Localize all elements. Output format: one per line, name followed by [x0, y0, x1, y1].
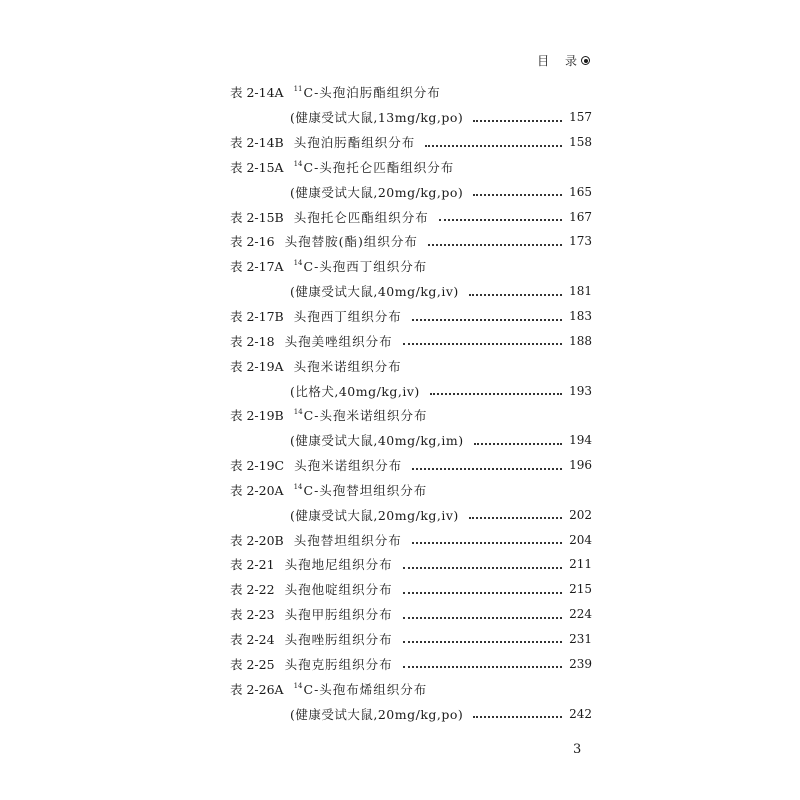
toc-entry-page: 231	[569, 631, 592, 646]
toc-entry-title	[290, 282, 459, 300]
running-header	[537, 52, 590, 69]
toc-entry-page: 194	[569, 433, 592, 448]
toc-entry-title-text: 头孢替坦组织分布	[293, 532, 402, 548]
toc-entry-page: 239	[569, 656, 592, 671]
toc-entry-page: 183	[569, 309, 592, 324]
toc-entry[interactable]	[230, 80, 592, 105]
toc-entry-continuation[interactable]	[230, 502, 592, 527]
toc-entry-continuation[interactable]	[230, 378, 592, 403]
toc-entry[interactable]	[230, 353, 592, 378]
toc-entry-title-text: 头孢甲肟组织分布	[284, 607, 393, 623]
toc-entry-title-text: C-头孢西丁组织分布	[303, 259, 428, 275]
toc-entry-page: 211	[569, 557, 592, 572]
toc-entry-label: 表 2-23	[230, 607, 275, 623]
toc-entry-title-text: 头孢美唑组织分布	[284, 333, 393, 349]
toc-entry-title	[290, 108, 463, 126]
toc-entry-page: 181	[569, 284, 592, 299]
toc-entry-title-text: (健康受试大鼠,40mg/kg,im)	[290, 433, 464, 449]
toc-entry-title-text: C-头孢米诺组织分布	[303, 408, 428, 424]
dot-leader	[430, 392, 562, 395]
toc-entry-label: 表 2-15B	[230, 209, 284, 225]
toc-entry-page: 242	[569, 706, 592, 721]
toc-entry-label: 表 2-19A	[230, 358, 284, 374]
dot-leader	[469, 293, 562, 296]
dot-leader	[403, 665, 562, 668]
toc-entry-title	[290, 705, 463, 723]
toc-entry[interactable]	[230, 304, 592, 329]
toc-entry-title	[294, 133, 416, 151]
toc-entry-title-text: 头孢克肟组织分布	[284, 656, 393, 672]
toc-entry-label: 表 2-14B	[230, 135, 284, 151]
dot-leader	[403, 566, 562, 569]
toc-entry-label: 表 2-22	[230, 582, 275, 598]
toc-entry-title	[285, 232, 418, 250]
toc-entry[interactable]	[230, 229, 592, 254]
toc-entry-title	[294, 83, 441, 101]
toc-entry-page: 224	[569, 607, 592, 622]
toc-entry-title	[285, 555, 393, 573]
toc-entry-page: 165	[569, 184, 592, 199]
toc-entry-label: 表 2-24	[230, 631, 275, 647]
isotope-superscript: 14	[293, 408, 303, 417]
toc-entry-title	[294, 208, 429, 226]
toc-entry-label: 表 2-14A	[230, 85, 284, 101]
toc-entry[interactable]	[230, 627, 592, 652]
toc-entry[interactable]	[230, 155, 592, 180]
toc-entry[interactable]	[230, 676, 592, 701]
toc-entry-title	[290, 382, 420, 400]
table-of-contents	[230, 80, 592, 726]
toc-entry-title	[294, 481, 428, 499]
toc-entry-label: 表 2-21	[230, 557, 275, 573]
toc-entry-title	[294, 456, 402, 474]
isotope-superscript: 14	[293, 159, 303, 168]
toc-entry-title-text: (健康受试大鼠,13mg/kg,po)	[290, 110, 464, 126]
toc-entry-title-text: 头孢米诺组织分布	[293, 358, 402, 374]
isotope-superscript: 14	[293, 259, 303, 268]
toc-entry-page: 167	[569, 209, 592, 224]
toc-entry-title	[290, 431, 464, 449]
dot-leader	[412, 541, 562, 544]
toc-entry[interactable]	[230, 130, 592, 155]
toc-entry-title	[294, 357, 402, 375]
toc-entry-title-text: C-头孢托仑匹酯组织分布	[303, 159, 455, 175]
dot-leader	[473, 715, 562, 718]
dot-leader	[473, 193, 562, 196]
toc-entry-title-text: 头孢他啶组织分布	[284, 582, 393, 598]
dot-leader	[412, 467, 562, 470]
toc-entry-title-text: (健康受试大鼠,40mg/kg,iv)	[290, 284, 459, 300]
toc-entry-page: 193	[569, 383, 592, 398]
dot-leader	[403, 616, 562, 619]
toc-entry-label: 表 2-19C	[230, 458, 285, 474]
toc-entry-title-text: C-头孢布烯组织分布	[303, 681, 428, 697]
toc-entry-label: 表 2-19B	[230, 408, 284, 424]
toc-entry-page: 196	[569, 458, 592, 473]
toc-entry-title	[285, 580, 393, 598]
toc-entry-page: 215	[569, 582, 592, 597]
toc-entry-label: 表 2-25	[230, 656, 275, 672]
toc-entry-continuation[interactable]	[230, 179, 592, 204]
toc-entry-title-text: 头孢西丁组织分布	[293, 309, 402, 325]
toc-entry-title	[294, 257, 428, 275]
toc-entry[interactable]	[230, 552, 592, 577]
toc-entry-label: 表 2-26A	[230, 681, 284, 697]
toc-entry[interactable]	[230, 403, 592, 428]
toc-entry-continuation[interactable]	[230, 428, 592, 453]
page-number: 3	[573, 742, 582, 757]
toc-entry-label: 表 2-20A	[230, 482, 284, 498]
toc-entry[interactable]	[230, 453, 592, 478]
toc-entry-label: 表 2-16	[230, 234, 275, 250]
toc-entry-continuation[interactable]	[230, 279, 592, 304]
dot-leader	[412, 318, 562, 321]
toc-entry-title	[294, 680, 428, 698]
toc-entry-label: 表 2-20B	[230, 532, 284, 548]
toc-entry-title	[285, 655, 393, 673]
toc-entry-continuation[interactable]	[230, 105, 592, 130]
toc-entry-title-text: 头孢唑肟组织分布	[284, 631, 393, 647]
toc-entry-page: 188	[569, 333, 592, 348]
toc-entry-title-text: (健康受试大鼠,20mg/kg,po)	[290, 184, 464, 200]
toc-entry-title-text: 头孢替胺(酯)组织分布	[284, 234, 418, 250]
toc-entry-title-text: C-头孢泊肟酯组织分布	[303, 85, 441, 101]
toc-entry-title-text: 头孢米诺组织分布	[294, 458, 403, 474]
toc-entry-title	[285, 605, 393, 623]
toc-entry-title-text: 头孢托仑匹酯组织分布	[293, 209, 429, 225]
isotope-superscript: 14	[293, 681, 303, 690]
dot-leader	[469, 516, 562, 519]
toc-entry-title	[290, 506, 459, 524]
toc-entry-page: 158	[569, 135, 592, 150]
toc-entry-label: 表 2-15A	[230, 159, 284, 175]
toc-entry-page: 157	[569, 110, 592, 125]
toc-entry-title-text: (比格犬,40mg/kg,iv)	[290, 383, 420, 399]
toc-entry-title-text: (健康受试大鼠,20mg/kg,iv)	[290, 507, 459, 523]
toc-entry-label: 表 2-18	[230, 333, 275, 349]
toc-entry-title	[294, 531, 402, 549]
toc-entry-title	[285, 332, 393, 350]
toc-entry[interactable]	[230, 254, 592, 279]
toc-entry[interactable]	[230, 204, 592, 229]
toc-entry-title-text: (健康受试大鼠,20mg/kg,po)	[290, 706, 464, 722]
toc-entry-title	[294, 158, 455, 176]
header-text: 目 录	[537, 54, 583, 68]
dot-leader	[439, 218, 562, 221]
toc-entry-label: 表 2-17B	[230, 309, 284, 325]
isotope-superscript: 11	[293, 85, 303, 94]
toc-entry-title	[294, 307, 402, 325]
toc-entry[interactable]	[230, 527, 592, 552]
toc-entry-page: 204	[569, 532, 592, 547]
toc-entry-label: 表 2-17A	[230, 259, 284, 275]
toc-entry[interactable]	[230, 478, 592, 503]
toc-entry-title	[285, 630, 393, 648]
toc-entry[interactable]	[230, 328, 592, 353]
isotope-superscript: 14	[293, 482, 303, 491]
toc-entry[interactable]	[230, 577, 592, 602]
dot-leader	[425, 144, 562, 147]
toc-entry-title-text: 头孢泊肟酯组织分布	[293, 135, 416, 151]
toc-entry-page: 173	[569, 234, 592, 249]
toc-entry[interactable]	[230, 602, 592, 627]
dot-leader	[473, 119, 562, 122]
dot-leader	[403, 591, 562, 594]
toc-entry-title-text: C-头孢替坦组织分布	[303, 482, 428, 498]
toc-entry-title	[290, 183, 463, 201]
toc-entry-title-text: 头孢地尼组织分布	[284, 557, 393, 573]
toc-entry-continuation[interactable]	[230, 701, 592, 726]
toc-entry-title	[294, 406, 428, 424]
dot-leader	[403, 640, 562, 643]
bullet-icon	[581, 56, 590, 65]
toc-entry[interactable]	[230, 651, 592, 676]
dot-leader	[474, 442, 562, 445]
dot-leader	[428, 243, 562, 246]
toc-entry-page: 202	[569, 507, 592, 522]
dot-leader	[403, 342, 562, 345]
